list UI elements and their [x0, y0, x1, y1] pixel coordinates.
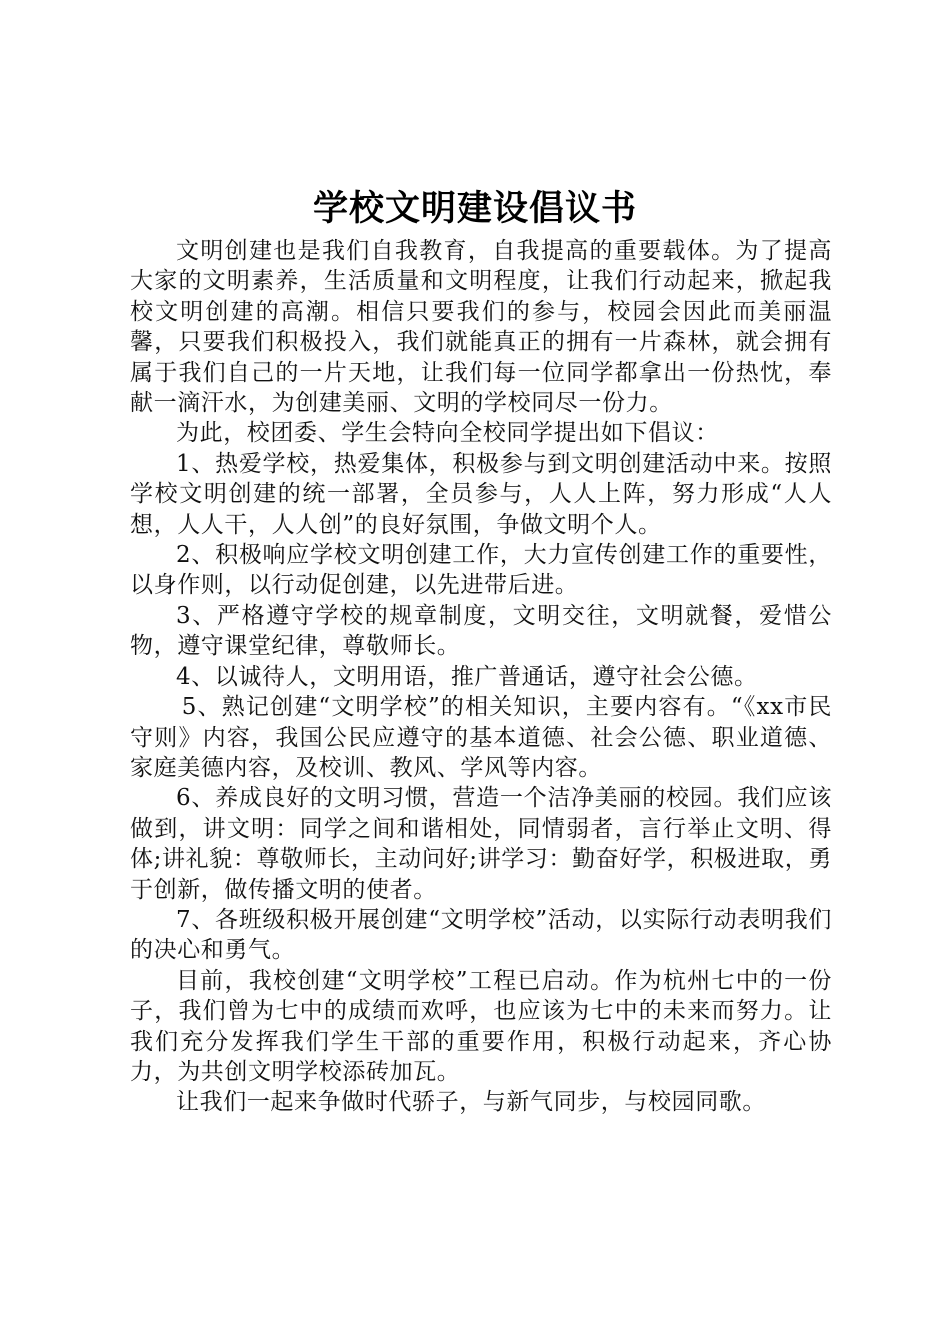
paragraph-item-6: 6、养成良好的文明习惯，营造一个洁净美丽的校园。我们应该做到，讲文明：同学之间和谐相处，同情弱者，言行举止文明、得体;讲礼貌：尊敬师长，主动问好;讲学习：勤奋好学，积极进取，勇于创新，做传播文明的使者。 [130, 785, 832, 903]
document-title: 学校文明建设倡议书 [312, 188, 637, 229]
paragraph-proposal-lead: 为此，校团委、学生会特向全校同学提出如下倡议： [176, 420, 719, 447]
paragraph-item-2: 2、积极响应学校文明创建工作，大力宣传创建工作的重要性，以身作则，以行动促创建，以先进带后进。 [130, 542, 832, 599]
paragraph-item-1: 1、热爱学校，热爱集体，积极参与到文明创建活动中来。按照学校文明创建的统一部署，全员参与，人人上阵，努力形成“人人想，人人干，人人创”的良好氛围，争做文明个人。 [130, 450, 832, 538]
document-body [130, 236, 832, 1118]
paragraph-item-4: 4、以诚待人，文明用语，推广普通话，遵守社会公德。 [176, 663, 758, 690]
paragraph-intro: 文明创建也是我们自我教育，自我提高的重要载体。为了提高大家的文明素养，生活质量和文明程度，让我们行动起来，掀起我校文明创建的高潮。相信只要我们的参与，校园会因此而美丽温馨，只要我们积极投入，我们就能真正的拥有一片森林，就会拥有属于我们自己的一片天地，让我们每一位同学都拿出一份热忱，奉献一滴汗水，为创建美丽、文明的学校同尽一份力。 [130, 238, 832, 417]
paragraph-closing: 让我们一起来争做时代骄子，与新气同步，与校园同歌。 [176, 1089, 766, 1116]
paragraph-item-5: 5、熟记创建“文明学校”的相关知识，主要内容有。“《xx市民守则》内容，我国公民应遵守的基本道德、社会公德、职业道德、家庭美德内容，及校训、教风、学风等内容。 [130, 694, 832, 781]
paragraph-current-status: 目前，我校创建“文明学校”工程已启动。作为杭州七中的一份子，我们曾为七中的成绩而欢呼，也应该为七中的未来而努力。让我们充分发挥我们学生干部的重要作用，积极行动起来，齐心协力，为共创文明学校添砖加瓦。 [130, 967, 832, 1085]
paragraph-item-7: 7、各班级积极开展创建“文明学校”活动，以实际行动表明我们的决心和勇气。 [130, 906, 832, 964]
paragraph-item-3: 3、严格遵守学校的规章制度，文明交往，文明就餐，爱惜公物，遵守课堂纪律，尊敬师长。 [130, 602, 832, 660]
